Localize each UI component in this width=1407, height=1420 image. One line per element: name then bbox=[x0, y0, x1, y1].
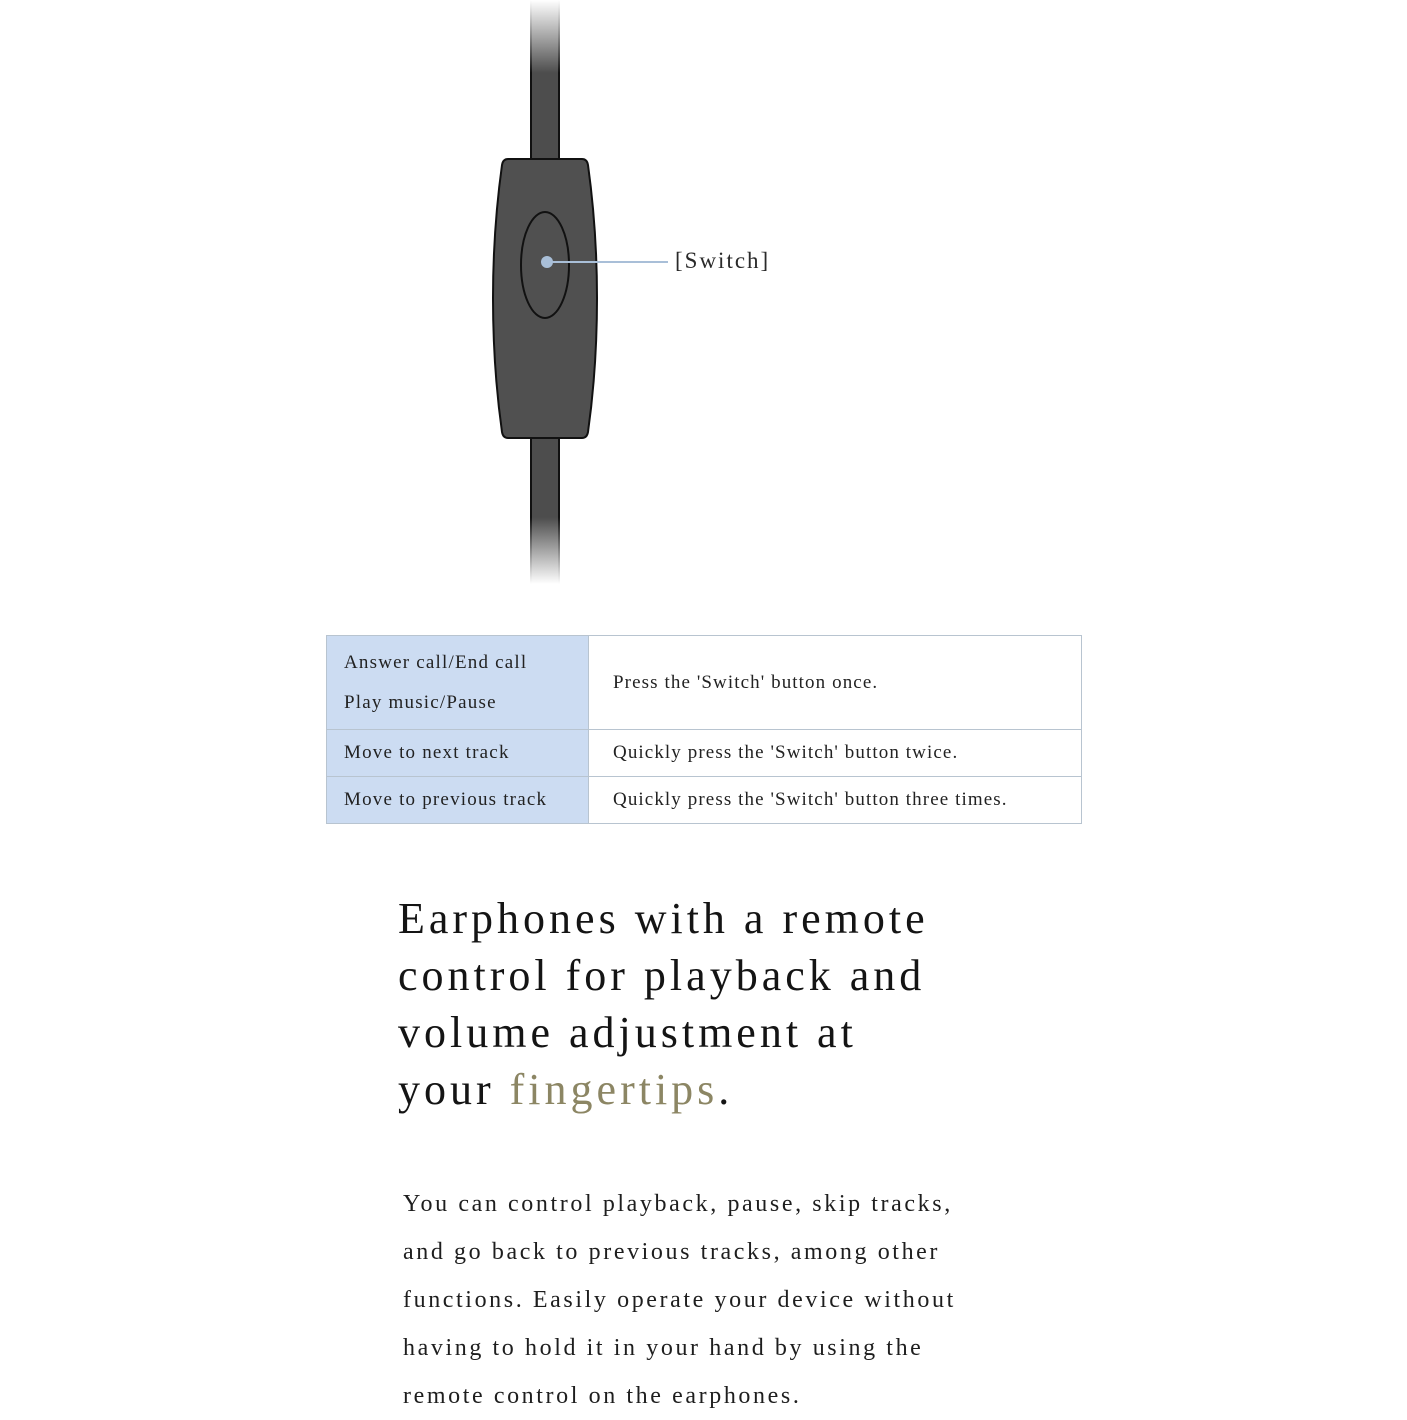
table-row bbox=[327, 729, 1081, 776]
headline-prefix: your bbox=[398, 1065, 510, 1114]
table-row bbox=[327, 776, 1081, 823]
headline-line: control for playback and bbox=[398, 951, 926, 1000]
paragraph-line: functions. Easily operate your device without bbox=[403, 1287, 956, 1313]
paragraph-line: You can control playback, pause, skip tracks, bbox=[403, 1191, 953, 1217]
action-cell bbox=[327, 777, 589, 823]
cable-top bbox=[530, 0, 560, 162]
headline-line: volume adjustment at bbox=[398, 1008, 857, 1057]
headline-line: Earphones with a remote bbox=[398, 894, 929, 943]
paragraph-line: remote control on the earphones. bbox=[403, 1383, 802, 1409]
action-cell bbox=[327, 636, 589, 729]
headline-accent-word: fingertips bbox=[509, 1065, 719, 1114]
earphone-remote-illustration bbox=[0, 0, 1407, 600]
action-cell bbox=[327, 730, 589, 776]
cable-bottom bbox=[530, 436, 560, 584]
switch-callout-label: [Switch] bbox=[675, 248, 771, 273]
action-label: Play music/Pause bbox=[344, 691, 497, 713]
headline bbox=[398, 890, 1038, 1118]
headline-suffix: . bbox=[718, 1065, 734, 1114]
paragraph-line: and go back to previous tracks, among other bbox=[403, 1239, 941, 1265]
controls-table bbox=[326, 635, 1082, 824]
instruction-cell: Quickly press the 'Switch' button twice. bbox=[613, 742, 959, 763]
action-label: Answer call/End call bbox=[344, 651, 528, 673]
instruction-cell: Press the 'Switch' button once. bbox=[613, 671, 879, 693]
action-label: Move to previous track bbox=[344, 789, 548, 810]
headline-line bbox=[398, 1061, 1038, 1118]
remote-control-diagram bbox=[0, 0, 1407, 600]
table-row bbox=[327, 636, 1081, 729]
description-paragraph bbox=[403, 1180, 1043, 1420]
instruction-cell: Quickly press the 'Switch' button three times. bbox=[613, 789, 1008, 810]
action-label: Move to next track bbox=[344, 742, 510, 763]
callout-dot bbox=[541, 256, 553, 268]
paragraph-line: having to hold it in your hand by using the bbox=[403, 1335, 924, 1361]
